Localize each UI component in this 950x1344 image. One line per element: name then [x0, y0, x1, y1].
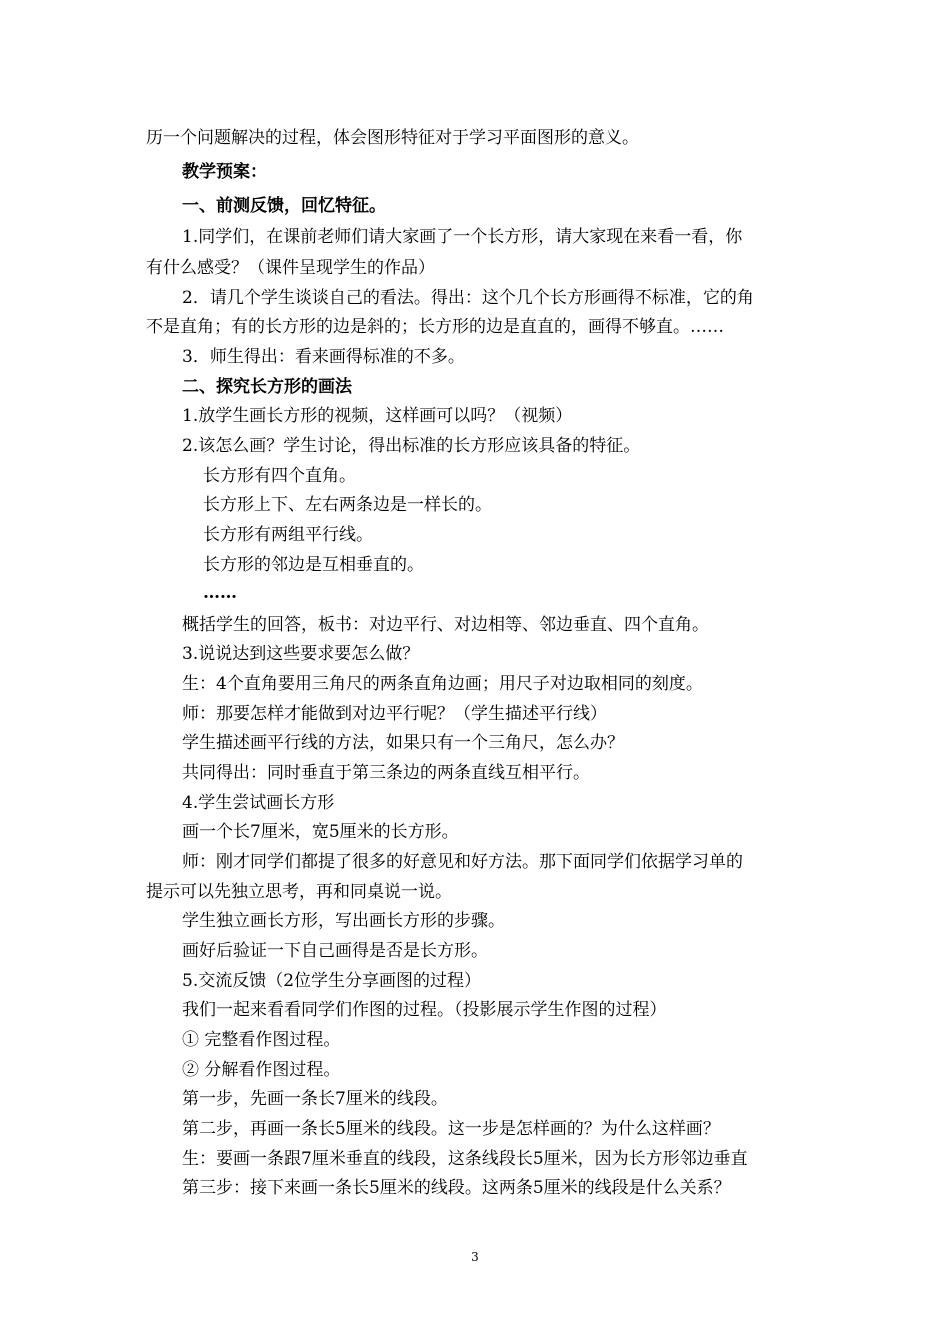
paragraph-line: 有什么感受？（课件呈现学生的作品）	[146, 258, 435, 278]
paragraph-line: 第二步，再画一条长5厘米的线段。这一步是怎样画的？为什么这样画？	[182, 1119, 720, 1139]
paragraph-line: 师：那要怎样才能做到对边平行呢？（学生描述平行线）	[182, 704, 607, 724]
paragraph-line: 生：4个直角要用三角尺的两条直角边画；用尺子对边取相同的刻度。	[182, 674, 703, 694]
paragraph-line: 1.同学们，在课前老师们请大家画了一个长方形，请大家现在来看一看，你	[182, 227, 743, 247]
paragraph-line: 生：要画一条跟7厘米垂直的线段，这条线段长5厘米，因为长方形邻边垂直	[182, 1149, 748, 1169]
paragraph-line: 师：刚才同学们都提了很多的好意见和好方法。那下面同学们依据学习单的	[182, 852, 743, 872]
paragraph-line: 第一步，先画一条长7厘米的线段。	[182, 1089, 448, 1109]
paragraph-line: 3．师生得出：看来画得标准的不多。	[182, 347, 465, 367]
feature-item: 长方形有四个直角。	[203, 466, 356, 486]
feature-item: 长方形有两组平行线。	[203, 525, 373, 545]
paragraph-line: 4.学生尝试画长方形	[182, 793, 335, 813]
page-number: 3	[471, 1250, 479, 1264]
paragraph-line: 2．请几个学生谈谈自己的看法。得出：这个几个长方形画得不标准，它的角	[182, 288, 754, 308]
ellipsis: ……	[203, 583, 237, 603]
paragraph-line: 3.说说达到这些要求要怎么做？	[182, 644, 420, 664]
section-label-teaching-plan: 教学预案：	[182, 162, 267, 182]
paragraph-line: 历一个问题解决的过程，体会图形特征对于学习平面图形的意义。	[146, 128, 639, 148]
feature-item: 长方形的邻边是互相垂直的。	[203, 555, 424, 575]
paragraph-line: 2.该怎么画？学生讨论，得出标准的长方形应该具备的特征。	[182, 436, 641, 456]
paragraph-line: 第三步：接下来画一条长5厘米的线段。这两条5厘米的线段是什么关系？	[182, 1178, 731, 1198]
paragraph-line: 1.放学生画长方形的视频，这样画可以吗？（视频）	[182, 406, 573, 426]
section-heading-2: 二、探究长方形的画法	[182, 377, 352, 397]
paragraph-line: 5.交流反馈（2位学生分享画图的过程）	[182, 971, 482, 991]
paragraph-line: 学生独立画长方形，写出画长方形的步骤。	[182, 911, 505, 931]
paragraph-line: 画好后验证一下自己画得是否是长方形。	[182, 941, 488, 961]
section-heading-1: 一、前测反馈，回忆特征。	[182, 196, 386, 216]
paragraph-line: 画一个长7厘米，宽5厘米的长方形。	[182, 822, 459, 842]
feature-item: 长方形上下、左右两条边是一样长的。	[203, 495, 492, 515]
paragraph-line: 共同得出：同时垂直于第三条边的两条直线互相平行。	[182, 763, 590, 783]
paragraph-line: ① 完整看作图过程。	[182, 1030, 341, 1050]
paragraph-line: 学生描述画平行线的方法，如果只有一个三角尺，怎么办？	[182, 733, 624, 753]
paragraph-line: ② 分解看作图过程。	[182, 1060, 341, 1080]
paragraph-line: 不是直角；有的长方形的边是斜的；长方形的边是直直的，画得不够直。……	[146, 317, 724, 337]
paragraph-line: 我们一起来看看同学们作图的过程。（投影展示学生作图的过程）	[182, 1000, 667, 1020]
paragraph-line: 概括学生的回答，板书：对边平行、对边相等、邻边垂直、四个直角。	[182, 615, 709, 635]
paragraph-line: 提示可以先独立思考，再和同桌说一说。	[146, 882, 452, 902]
